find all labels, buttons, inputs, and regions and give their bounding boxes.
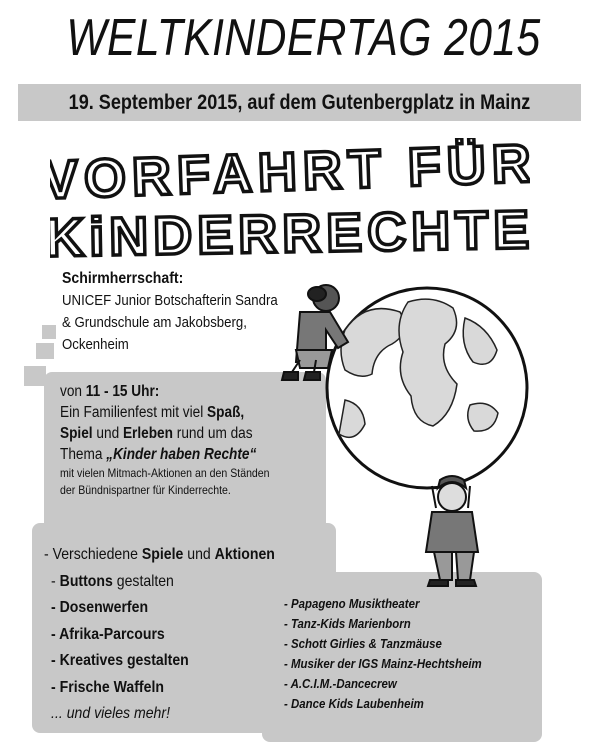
- list-item: - Schott Girlies & Tanzmäuse: [284, 636, 442, 651]
- list-item: - Kreatives gestalten: [51, 652, 189, 669]
- patronage-line: & Grundschule am Jakobsberg,: [62, 314, 247, 331]
- patronage-block: [62, 268, 312, 356]
- performers-list: [284, 594, 544, 714]
- event-time-prefix: von: [60, 383, 86, 400]
- list-item: - Musiker der IGS Mainz-Hechtsheim: [284, 656, 482, 671]
- event-text-part: Ein Familienfest mit viel: [60, 404, 208, 421]
- event-time: 11 - 15 Uhr:: [85, 383, 160, 400]
- list-item: - Frische Waffeln: [51, 678, 164, 696]
- list-item: - Afrika-Parcours: [51, 625, 165, 643]
- poster-title: WELTKINDERTAG 2015: [66, 9, 541, 67]
- event-text: [60, 381, 330, 499]
- date-line: 19. September 2015, auf dem Gutenbergplatz in Mainz: [68, 91, 531, 114]
- event-text-bold: Spiel: [60, 425, 93, 442]
- event-note: der Bündnispartner für Kinderrechte.: [60, 483, 231, 497]
- event-text-bold: Spaß,: [207, 404, 245, 421]
- child-figure-bottom: [426, 476, 478, 586]
- event-text-part: Thema: [60, 446, 107, 463]
- activity-text: gestalten: [112, 572, 174, 590]
- patronage-line: UNICEF Junior Botschafterin Sandra: [62, 292, 278, 309]
- slogan-line-2: KiNDERRECHTE: [50, 199, 530, 263]
- list-item: ... und vieles mehr!: [51, 705, 170, 722]
- activity-text: - Verschiedene: [44, 546, 142, 563]
- list-item: - Papageno Musiktheater: [284, 596, 420, 611]
- activity-bold: Buttons: [59, 572, 113, 590]
- list-item: - A.C.I.M.-Dancecrew: [284, 676, 397, 691]
- event-theme: „Kinder haben Rechte“: [106, 446, 257, 463]
- activity-bold: Aktionen: [214, 546, 275, 563]
- event-line: [60, 402, 298, 423]
- event-text-part: und: [92, 425, 123, 442]
- slogan: [50, 138, 530, 263]
- event-time-line: [60, 381, 298, 402]
- event-text-part: rund um das: [172, 425, 253, 442]
- event-line: [60, 444, 298, 465]
- list-item: [44, 542, 299, 569]
- activity-text: -: [51, 572, 60, 590]
- event-note: mit vielen Mitmach-Aktionen an den Ständen: [60, 466, 270, 480]
- event-line: [60, 423, 298, 444]
- list-item: - Dance Kids Laubenheim: [284, 696, 424, 711]
- globe-illustration: [327, 288, 527, 488]
- event-text-bold: Erleben: [122, 425, 173, 442]
- patronage-heading: Schirmherrschaft:: [62, 270, 184, 287]
- activity-bold: Spiele: [141, 546, 184, 563]
- list-item: - Tanz-Kids Marienborn: [284, 616, 411, 631]
- list-item: [44, 569, 299, 596]
- patronage-line: Ockenheim: [62, 336, 129, 353]
- activity-text: und: [183, 546, 215, 563]
- list-item: - Dosenwerfen: [51, 599, 149, 616]
- date-banner: [18, 84, 581, 121]
- slogan-line-1: VORFAHRT FÜR: [50, 138, 530, 211]
